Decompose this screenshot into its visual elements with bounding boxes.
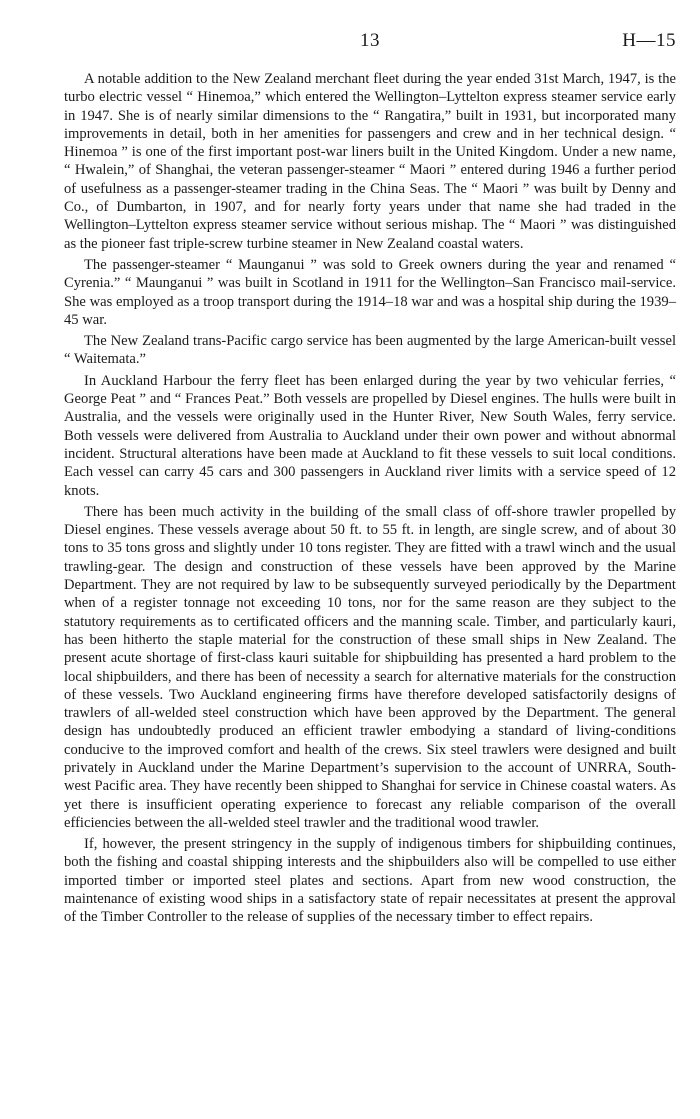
document-reference: H—15: [622, 30, 676, 51]
paragraph-timber-stringency: If, however, the present stringency in the supply of indigenous timbers for shipbuilding continues, both the fishing and coastal shipping interests and the shipbuilders also will be compelled to use either imported timber or imported steel plates and sections. Apart from new wood construction, the maintenance of existing wood ships in a satisfactory state of repair necessitates at present the approval of the Timber Controller to the release of supplies of the necessary timber to effect repairs.: [64, 836, 676, 926]
paragraph-auckland-ferries: In Auckland Harbour the ferry fleet has been enlarged during the year by two vehicular ferries, “ George Peat ” and “ Frances Peat.” Both vessels are propelled by Diesel engines. The hulls were built in Australia, and the vessels were originally used in the Hunter River, New South Wales, ferry service. Both vessels were delivered from Australia to Auckland under their own power and without abnormal incident. Structural alterations have been made at Auckland to fit these vessels to suit local conditions. Each vessel can carry 45 cars and 300 passengers in Auckland river limits with a service speed of 12 knots.: [64, 372, 676, 499]
paragraph-hinemoa: A notable addition to the New Zealand merchant fleet during the year ended 31st March, 1947, is the turbo electric vessel “ Hinemoa,” which entered the Wellington–Lyttelton express steamer service early in 1947. She is of nearly similar dimensions to the “ Rangatira,” built in 1931, but incorporated many improvements in detail, both in her amenities for passengers and crew and in her technical design. “ Hinemoa ” is one of the first important post-war liners built in the United Kingdom. Under a new name, “ Hwalein,” of Shanghai, the veteran passenger-steamer “ Maori ” entered during 1946 a further period of usefulness as a passenger-steamer trading in the China Seas. The “ Maori ” was built by Denny and Co., of Dumbarton, in 1907, and for nearly forty years under that name she had traded in the Wellington–Lyttelton express steamer service without serious mishap. The “ Maori ” was distinguished as the pioneer fast triple-screw turbine steamer in New Zealand coastal waters.: [64, 71, 676, 252]
paragraph-maunganui: The passenger-steamer “ Maunganui ” was sold to Greek owners during the year and renamed “ Cyrenia.” “ Maunganui ” was built in Scotland in 1911 for the Wellington–San Francisco mail-service. She was employed as a troop transport during the 1914–18 war and was a hospital ship during the 1939–45 war.: [64, 256, 676, 328]
body-text: [64, 70, 676, 930]
page-number: 13: [360, 30, 380, 51]
paragraph-trans-pacific: The New Zealand trans-Pacific cargo service has been augmented by the large American-built vessel “ Waitemata.”: [64, 333, 676, 368]
page-header: [64, 30, 676, 56]
paragraph-trawlers: There has been much activity in the building of the small class of off-shore trawler propelled by Diesel engines. These vessels average about 50 ft. to 55 ft. in length, are single screw, and of about 30 tons to 35 tons gross and slightly under 10 tons register. They are fitted with a trawl winch and the usual trawling-gear. The design and construction of these vessels have been approved by the Marine Department. They are not required by law to be subsequently surveyed periodically by the Department when of a register tonnage not exceeding 10 tons, nor for the same reason are they subject to the statutory requirements as to certificated officers and the manning scale. Timber, and particularly kauri, has been hitherto the staple material for the construction of these small ships in New Zealand. The present acute shortage of first-class kauri suitable for shipbuilding has presented a hard problem to the local shipbuilders, and there has been of necessity a search for alternative materials for the construction of these vessels. Two Auckland engineering firms have therefore developed satisfactorily designs of trawlers of all-welded steel construction which have been approved by the Department. The general design has undoubtedly produced an efficient trawler embodying a standard of living-conditions conducive to the improved comfort and health of the crews. Six steel trawlers were designed and built privately in Auckland under the Marine Department’s supervision to the account of UNRRA, South-west Pacific area. They have recently been shipped to Shanghai for service in Chinese coastal waters. As yet there is insufficient operating experience to forecast any reliable comparison of the overall efficiencies between the all-welded steel trawler and the traditional wood trawler.: [64, 503, 676, 831]
